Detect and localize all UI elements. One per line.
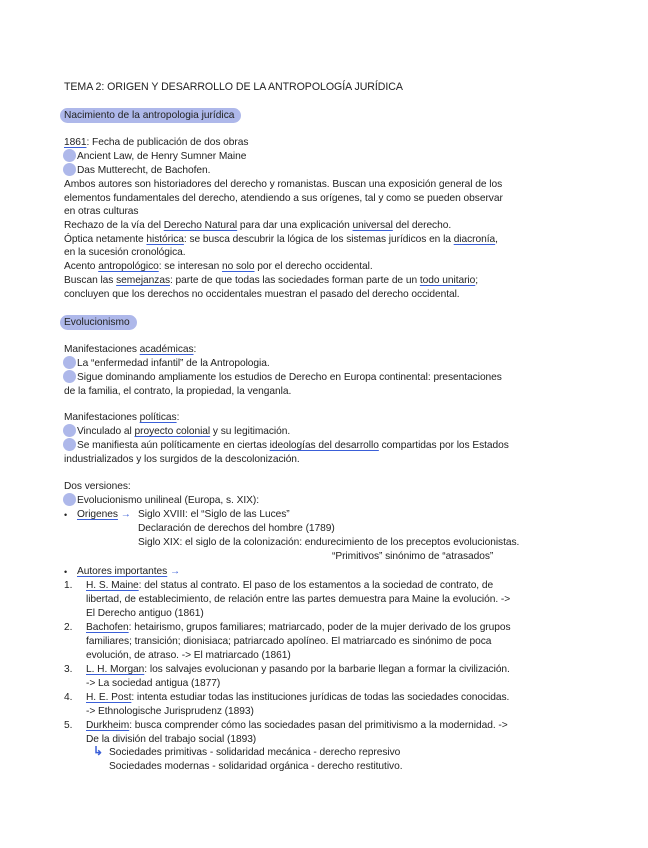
optica-line bbox=[64, 233, 498, 246]
origen-line: “Primitivos” sinónimo de “atrasados” bbox=[332, 551, 494, 562]
work-das-mutterecht: Das Mutterecht, de Bachofen. bbox=[77, 165, 211, 176]
text: Se manifiesta aún políticamente en ciertas bbox=[77, 440, 270, 451]
origenes-label bbox=[77, 508, 131, 521]
durkheim-line: Sociedades modernas - solidaridad orgánica - derecho restitutivo. bbox=[109, 761, 403, 772]
text: para dar una explicación bbox=[237, 220, 353, 231]
bullet-dot bbox=[63, 424, 76, 437]
underlined-term: ideologías del desarrollo bbox=[269, 440, 379, 451]
text: : los salvajes evolucionan y pasando por la barbarie llegan a formar la civilización. bbox=[144, 664, 510, 675]
text: por el derecho occidental. bbox=[254, 261, 373, 272]
text: Vinculado al bbox=[77, 426, 135, 437]
author-maine bbox=[86, 579, 493, 592]
bullet-mark: • bbox=[64, 567, 68, 577]
author-line: -> Ethnologische Jurisprudenz (1893) bbox=[86, 706, 254, 717]
author-durkheim bbox=[86, 719, 508, 732]
underlined-term: universal bbox=[352, 220, 393, 231]
author-name: H. S. Maine bbox=[86, 580, 139, 591]
list-item: Sigue dominando ampliamente los estudios de Derecho en Europa continental: presentaciones bbox=[77, 372, 502, 383]
list-item bbox=[77, 425, 290, 438]
underlined-term: histórica bbox=[146, 234, 184, 245]
origen-line: Siglo XIX: el siglo de la colonización: endurecimiento de los preceptos evolucionistas. bbox=[138, 537, 520, 548]
list-number: 2. bbox=[64, 622, 73, 633]
year-1861: 1861 bbox=[64, 137, 87, 148]
origen-line: Siglo XVIII: el “Siglo de las Luces” bbox=[138, 509, 290, 520]
text: Manifestaciones bbox=[64, 412, 140, 423]
version-unilineal: Evolucionismo unilineal (Europa, s. XIX): bbox=[77, 495, 259, 506]
paragraph-line: en la sucesión cronológica. bbox=[64, 247, 186, 258]
buscan-line bbox=[64, 274, 478, 287]
author-name: Durkheim bbox=[86, 720, 130, 731]
author-line: evolución, de atraso. -> El matriarcado (1861) bbox=[86, 650, 291, 661]
text: del derecho. bbox=[392, 220, 452, 231]
section-heading-evolucionismo: Evolucionismo bbox=[60, 315, 137, 330]
underlined-term: diacronía bbox=[453, 234, 496, 245]
list-item-cont: industrializados y los surgidos de la descolonización. bbox=[64, 454, 300, 465]
acento-line bbox=[64, 260, 373, 273]
bullet-dot bbox=[63, 356, 76, 369]
rechazo-line bbox=[64, 219, 451, 232]
underlined-term: políticas bbox=[139, 412, 177, 423]
author-name: H. E. Post bbox=[86, 692, 132, 703]
return-arrow-icon: ↳ bbox=[93, 744, 104, 758]
text: : se busca descubrir la lógica de los sistemas jurídicos en la bbox=[183, 234, 454, 245]
work-ancient-law: Ancient Law, de Henry Sumner Maine bbox=[77, 151, 247, 162]
underlined-term: académicas bbox=[139, 344, 194, 355]
manifestaciones-politicas bbox=[64, 411, 179, 424]
text: compartidas por los Estados bbox=[378, 440, 509, 451]
bullet-dot bbox=[63, 370, 76, 383]
underlined-term: Origenes bbox=[77, 509, 118, 520]
bullet-dot bbox=[63, 163, 76, 176]
text: Óptica netamente bbox=[64, 234, 147, 245]
text: : bbox=[193, 344, 197, 355]
list-number: 4. bbox=[64, 692, 73, 703]
text: Acento bbox=[64, 261, 99, 272]
text: y su legitimación. bbox=[210, 426, 291, 437]
text: ; bbox=[475, 275, 479, 286]
dos-versiones: Dos versiones: bbox=[64, 481, 131, 492]
bullet-dot bbox=[63, 149, 76, 162]
author-name: Bachofen bbox=[86, 622, 129, 633]
list-number: 1. bbox=[64, 580, 73, 591]
author-line: -> La sociedad antigua (1877) bbox=[86, 678, 221, 689]
author-line: libertad, de establecimiento, de relación entre las partes demuestra para Maine la evolución. -> bbox=[86, 594, 511, 605]
underlined-term: no solo bbox=[221, 261, 255, 272]
list-item: La “enfermedad infantil” de la Antropologia. bbox=[77, 358, 270, 369]
list-item bbox=[77, 439, 509, 452]
arrow-right-icon: → bbox=[170, 566, 181, 577]
author-morgan bbox=[86, 663, 510, 676]
text: : busca comprender cómo las sociedades pasan del primitivismo a la modernidad. -> bbox=[129, 720, 508, 731]
text: , bbox=[495, 234, 498, 245]
autores-label bbox=[77, 565, 180, 578]
paragraph-line: Ambos autores son historiadores del derecho y romanistas. Buscan una exposición general de los bbox=[64, 179, 503, 190]
text: Rechazo de la vía del bbox=[64, 220, 164, 231]
text: : parte de que todas las sociedades forman parte de un bbox=[170, 275, 420, 286]
text: : bbox=[176, 412, 180, 423]
manifestaciones-academicas bbox=[64, 343, 196, 356]
underlined-term: semejanzas bbox=[116, 275, 170, 286]
document-title: TEMA 2: ORIGEN Y DESARROLLO DE LA ANTROPOLOGÍA JURÍDICA bbox=[64, 81, 403, 93]
paragraph-line: concluyen que los derechos no occidentales muestran el pasado del derecho occidental. bbox=[64, 289, 460, 300]
underlined-term: Autores importantes bbox=[77, 566, 168, 577]
underlined-term: todo unitario bbox=[419, 275, 476, 286]
paragraph-line: en otras culturas bbox=[64, 206, 139, 217]
author-name: L. H. Morgan bbox=[86, 664, 145, 675]
author-line: De la división del trabajo social (1893) bbox=[86, 734, 257, 745]
year-line bbox=[64, 136, 248, 149]
text: : del status al contrato. El paso de los estamentos a la sociedad de contrato, de bbox=[138, 580, 494, 591]
origen-line: Declaración de derechos del hombre (1789) bbox=[138, 523, 335, 534]
author-line: El Derecho antiguo (1861) bbox=[86, 608, 204, 619]
list-number: 5. bbox=[64, 720, 73, 731]
author-line: familiares; transición; dionisiaca; patriarcado apolíneo. El matriarcado es sinónimo de poca bbox=[86, 636, 492, 647]
text: Manifestaciones bbox=[64, 344, 140, 355]
bullet-dot bbox=[63, 493, 76, 506]
underlined-term: Derecho Natural bbox=[163, 220, 238, 231]
section-heading-nacimiento: Nacimiento de la antropologia jurídica bbox=[60, 108, 241, 123]
arrow-right-icon: → bbox=[120, 509, 131, 520]
author-bachofen bbox=[86, 621, 511, 634]
text: : hetairismo, grupos familiares; matriarcado, poder de la mujer derivado de los grupos bbox=[128, 622, 511, 633]
underlined-term: proyecto colonial bbox=[134, 426, 211, 437]
text: : intenta estudiar todas las instituciones jurídicas de todas las sociedades conocidas. bbox=[131, 692, 510, 703]
paragraph-line: elementos fundamentales del derecho, atendiendo a sus orígenes, tal y como se pueden observar bbox=[64, 193, 503, 204]
author-post bbox=[86, 691, 509, 704]
year-line-text: : Fecha de publicación de dos obras bbox=[86, 137, 249, 148]
durkheim-line: Sociedades primitivas - solidaridad mecánica - derecho represivo bbox=[109, 747, 401, 758]
underlined-term: antropológico bbox=[98, 261, 159, 272]
list-item-cont: de la familia, el contrato, la propiedad, la venganla. bbox=[64, 386, 292, 397]
text: Buscan las bbox=[64, 275, 117, 286]
bullet-mark: • bbox=[64, 510, 68, 520]
text: : se interesan bbox=[158, 261, 222, 272]
list-number: 3. bbox=[64, 664, 73, 675]
bullet-dot bbox=[63, 438, 76, 451]
